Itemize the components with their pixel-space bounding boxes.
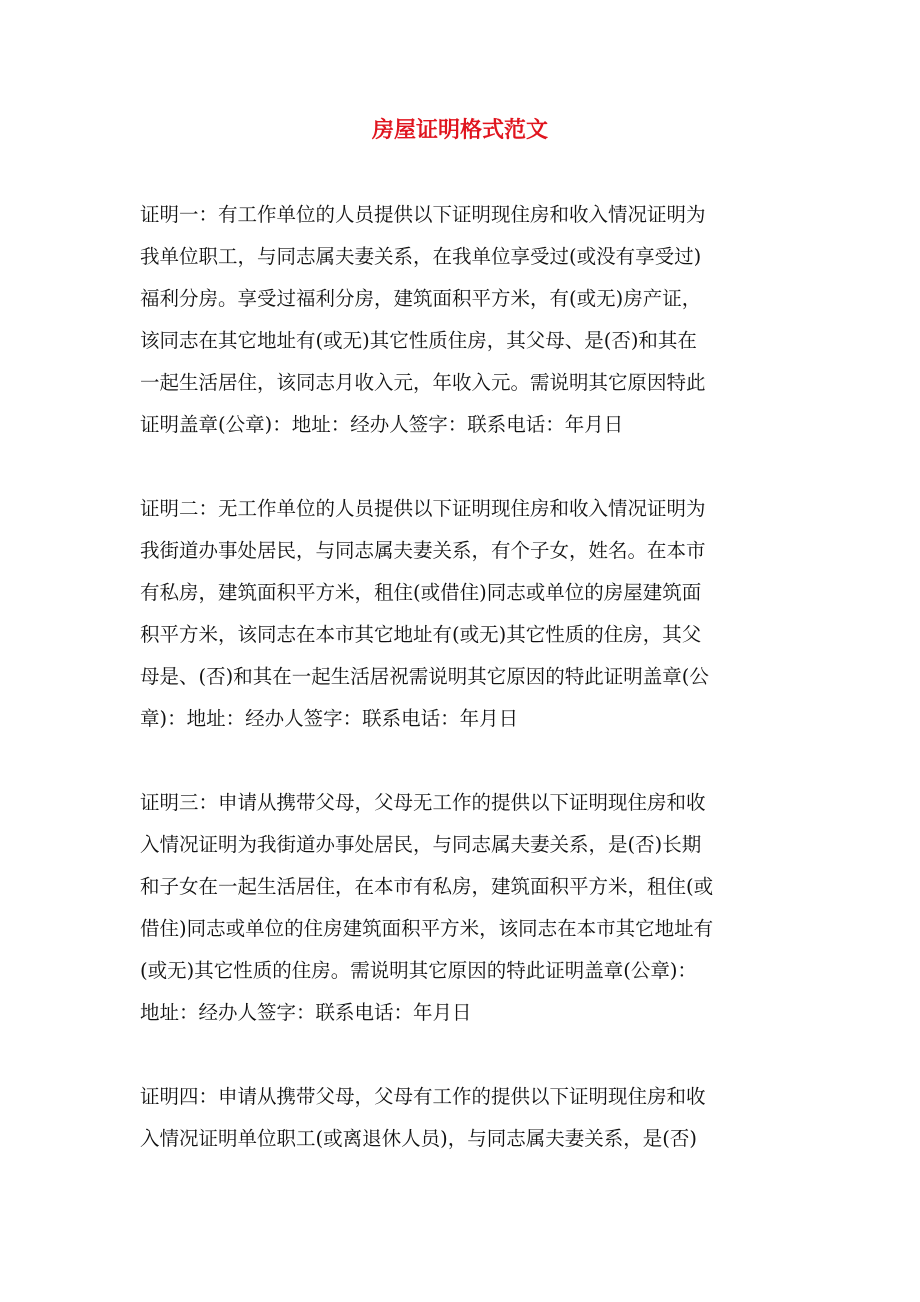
paragraph-line: 证明盖章(公章)：地址：经办人签字：联系电话：年月日 (140, 413, 624, 436)
paragraph-line: 证明二：无工作单位的人员提供以下证明现住房和收入情况证明为 (140, 497, 706, 520)
paragraph-line: 一起生活居住，该同志月收入元，年收入元。需说明其它原因特此 (140, 371, 706, 394)
paragraph-line: 借住)同志或单位的住房建筑面积平方米，该同志在本市其它地址有 (140, 917, 714, 940)
paragraph-line: 该同志在其它地址有(或无)其它性质住房，其父母、是(否)和其在 (140, 329, 697, 352)
paragraph-1 (140, 198, 780, 450)
paragraph-line: (或无)其它性质的住房。需说明其它原因的特此证明盖章(公章)： (140, 959, 697, 982)
paragraph-4 (140, 1080, 780, 1164)
paragraph-line: 有私房，建筑面积平方米，租住(或借住)同志或单位的房屋建筑面 (140, 581, 702, 604)
paragraph-line: 母是、(否)和其在一起生活居祝需说明其它原因的特此证明盖章(公 (140, 665, 709, 688)
paragraph-line: 我街道办事处居民，与同志属夫妻关系，有个子女，姓名。在本市 (140, 539, 706, 562)
paragraph-line: 证明一：有工作单位的人员提供以下证明现住房和收入情况证明为 (140, 203, 706, 226)
paragraph-line: 证明四：申请从携带父母，父母有工作的提供以下证明现住房和收 (140, 1085, 706, 1108)
paragraph-line: 章)：地址：经办人签字：联系电话：年月日 (140, 707, 519, 730)
document-body (140, 198, 780, 1206)
paragraph-3 (140, 786, 780, 1038)
paragraph-line: 和子女在一起生活居住，在本市有私房，建筑面积平方米，租住(或 (140, 875, 714, 898)
paragraph-line: 我单位职工，与同志属夫妻关系，在我单位享受过(或没有享受过) (140, 245, 702, 268)
paragraph-line: 地址：经办人签字：联系电话：年月日 (140, 1001, 472, 1024)
paragraph-line: 入情况证明单位职工(或离退休人员)，与同志属夫妻关系，是(否) (140, 1127, 697, 1150)
document-title: 房屋证明格式范文 (371, 117, 548, 143)
paragraph-line: 入情况证明为我街道办事处居民，与同志属夫妻关系，是(否)长期 (140, 833, 702, 856)
paragraph-2 (140, 492, 780, 744)
paragraph-line: 证明三：申请从携带父母，父母无工作的提供以下证明现住房和收 (140, 791, 706, 814)
paragraph-line: 积平方米，该同志在本市其它地址有(或无)其它性质的住房，其父 (140, 623, 702, 646)
paragraph-line: 福利分房。享受过福利分房，建筑面积平方米，有(或无)房产证， (140, 287, 702, 310)
